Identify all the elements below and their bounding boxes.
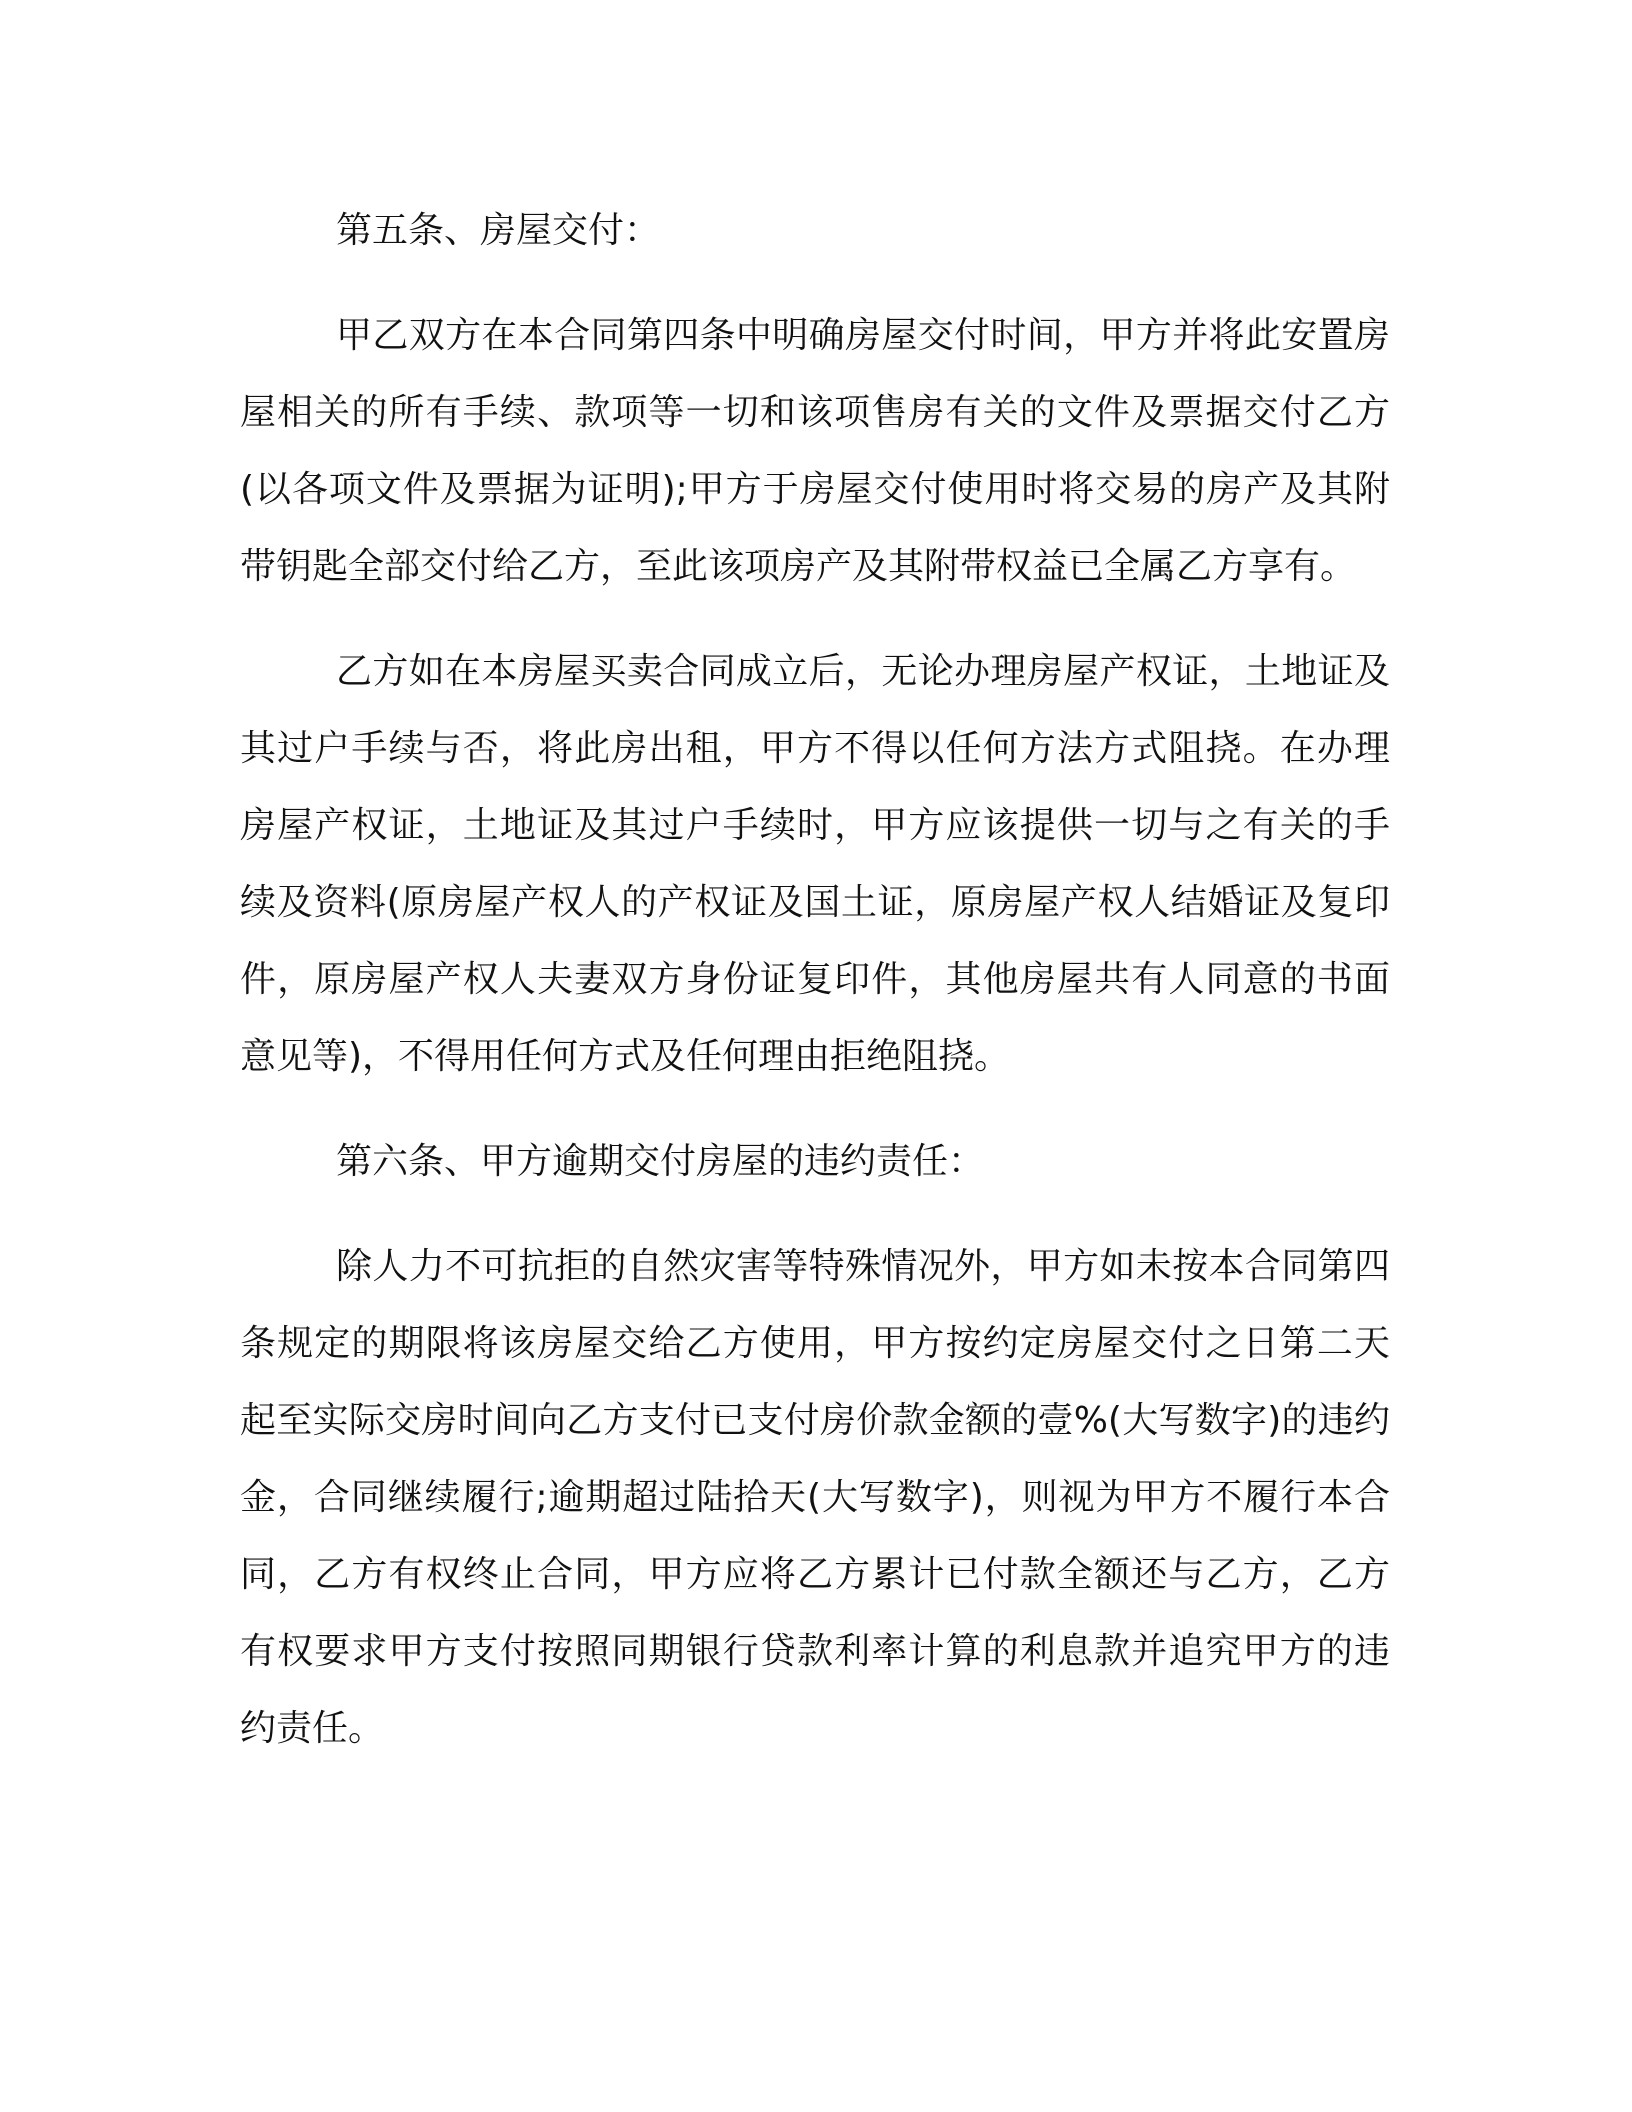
article-6-heading: 第六条、甲方逾期交付房屋的违约责任：: [336, 1141, 985, 1182]
article-5-paragraph-rental-rights: 乙方如在本房屋买卖合同成立后，无论办理房屋产权证，土地证及其过户手续与否，将此房出租，甲方不得以任何方法方式阻挠。在办理房屋产权证，土地证及其过户手续时，甲方应该提供一切与之有关的手续及资料(原房屋产权人的产权证及国土证，原房屋产权人结婚证及复印件，原房屋产权人夫妻双方身份证复印件，其他房屋共有人同意的书面意见等)，不得用任何方式及任何理由拒绝阻挠。: [240, 651, 1390, 1077]
article-6-paragraph-breach-liability: 除人力不可抗拒的自然灾害等特殊情况外，甲方如未按本合同第四条规定的期限将该房屋交给乙方使用，甲方按约定房屋交付之日第二天起至实际交房时间向乙方支付已支付房价款金额的壹%(大写数字)的违约金，合同继续履行;逾期超过陆拾天(大写数字)，则视为甲方不履行本合同，乙方有权终止合同，甲方应将乙方累计已付款全额还与乙方，乙方有权要求甲方支付按照同期银行贷款利率计算的利息款并追究甲方的违约责任。: [240, 1246, 1390, 1749]
article-5-paragraph-delivery: 甲乙双方在本合同第四条中明确房屋交付时间，甲方并将此安置房屋相关的所有手续、款项等一切和该项售房有关的文件及票据交付乙方(以各项文件及票据为证明);甲方于房屋交付使用时将交易的房产及其附带钥匙全部交付给乙方，至此该项房产及其附带权益已全属乙方享有。: [240, 315, 1390, 587]
article-5-heading: 第五条、房屋交付：: [336, 210, 661, 251]
document-body: [240, 192, 1390, 1795]
